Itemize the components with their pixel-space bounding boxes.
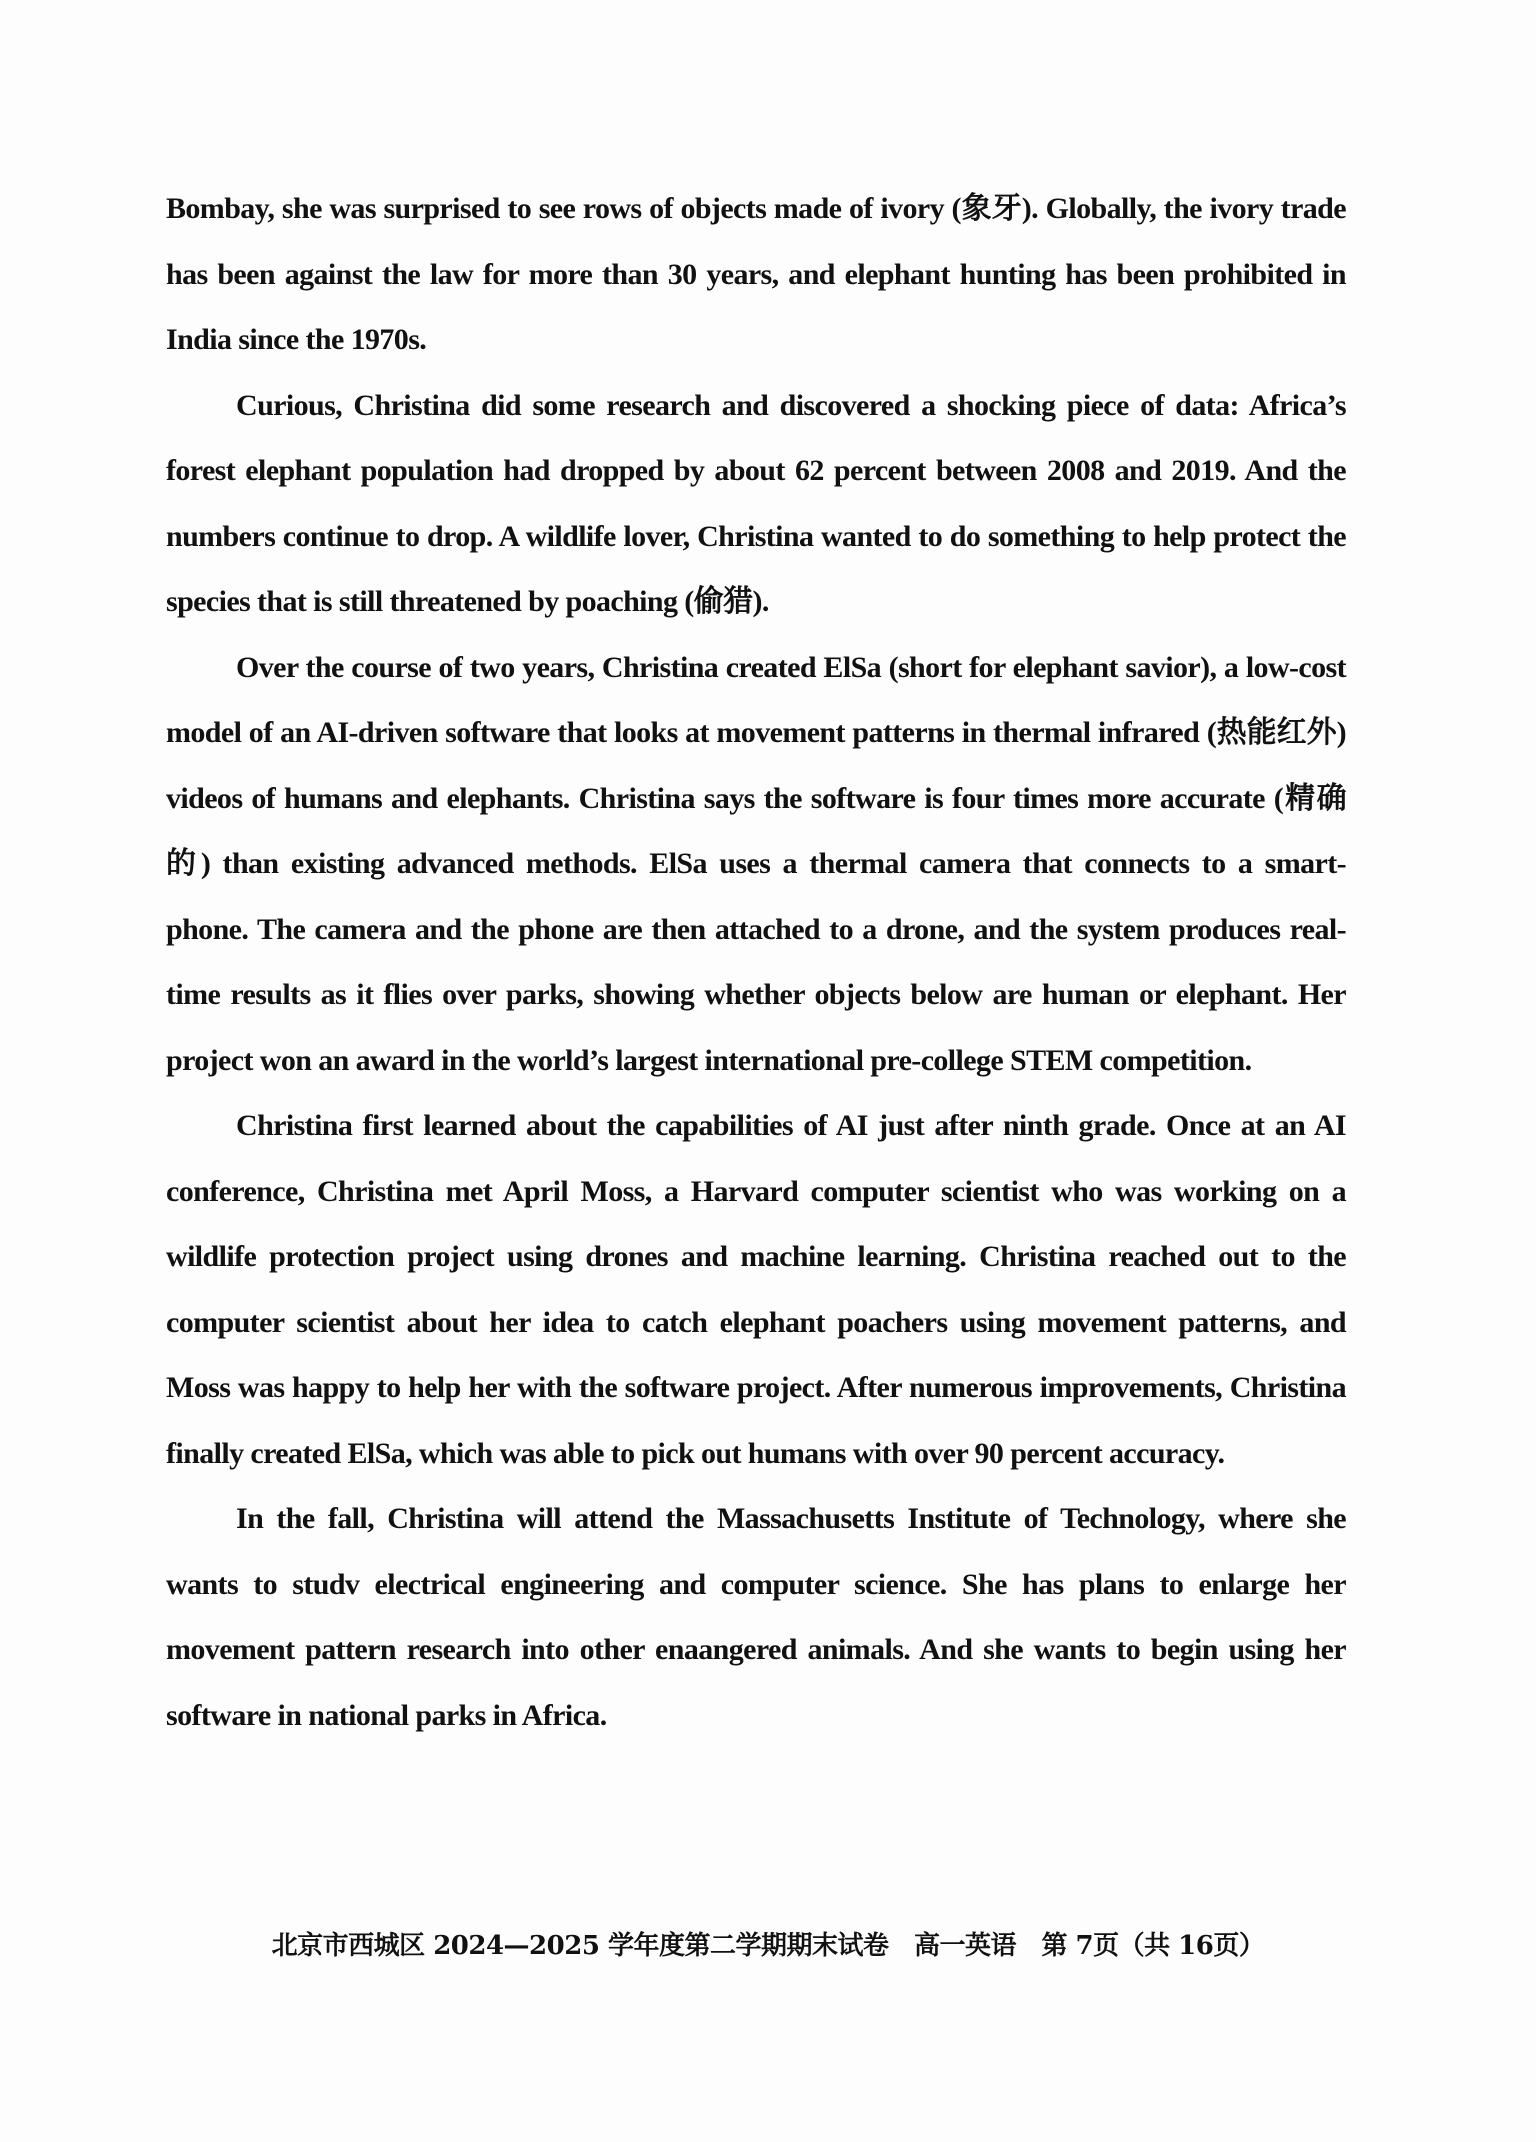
paragraph: Over the course of two years, Christina created ElSa (short for elephant savior), a low-cost model of an AI-driven software that looks at movement patterns in thermal infrared (热能红外) videos of humans and elephants. Christina says the software is four times more accurate (精确的) than existing advanced methods. ElSa uses a thermal camera that connects to a smart-phone. The camera and the phone are then attached to a drone, and the system produces real-time results as it flies over parks, showing whether objects below are human or elephant. Her project won an award in the world’s largest international pre-college STEM competition. (166, 650, 1346, 1077)
page-footer: 北京市西城区 2024—2025 学年度第二学期期末试卷 高一英语 第 7页（共 16页） (271, 1931, 1265, 1961)
paragraph-continuation: Bombay, she was surprised to see rows of objects made of ivory (象牙). Globally, the ivory trade has been against the law for more than 30 years, and elephant hunting has been prohibited in India since the 1970s. (166, 192, 1346, 356)
paragraph: Curious, Christina did some research and discovered a shocking piece of data: Africa’s forest elephant population had dropped by about 62 percent between 2008 and 2019. And the numbers continue to drop. A wildlife lover, Christina wanted to do something to help protect the species that is still threatened by poaching (偷猎). (166, 388, 1346, 618)
paragraph: In the fall, Christina will attend the Massachusetts Institute of Technology, where she wants to studv electrical engineering and computer science. She has plans to enlarge her movement pattern research into other enaangered animals. And she wants to begin using her software in national parks in Africa. (166, 1502, 1346, 1732)
paragraph: Christina first learned about the capabilities of AI just after ninth grade. Once at an AI conference, Christina met April Moss, a Harvard computer scientist who was working on a wildlife protection project using drones and machine learning. Christina reached out to the computer scientist about her idea to catch elephant poachers using movement patterns, and Moss was happy to help her with the software project. After numerous improvements, Christina finally created ElSa, which was able to pick out humans with over 90 percent accuracy. (166, 1109, 1346, 1470)
reading-passage (166, 176, 1346, 1748)
